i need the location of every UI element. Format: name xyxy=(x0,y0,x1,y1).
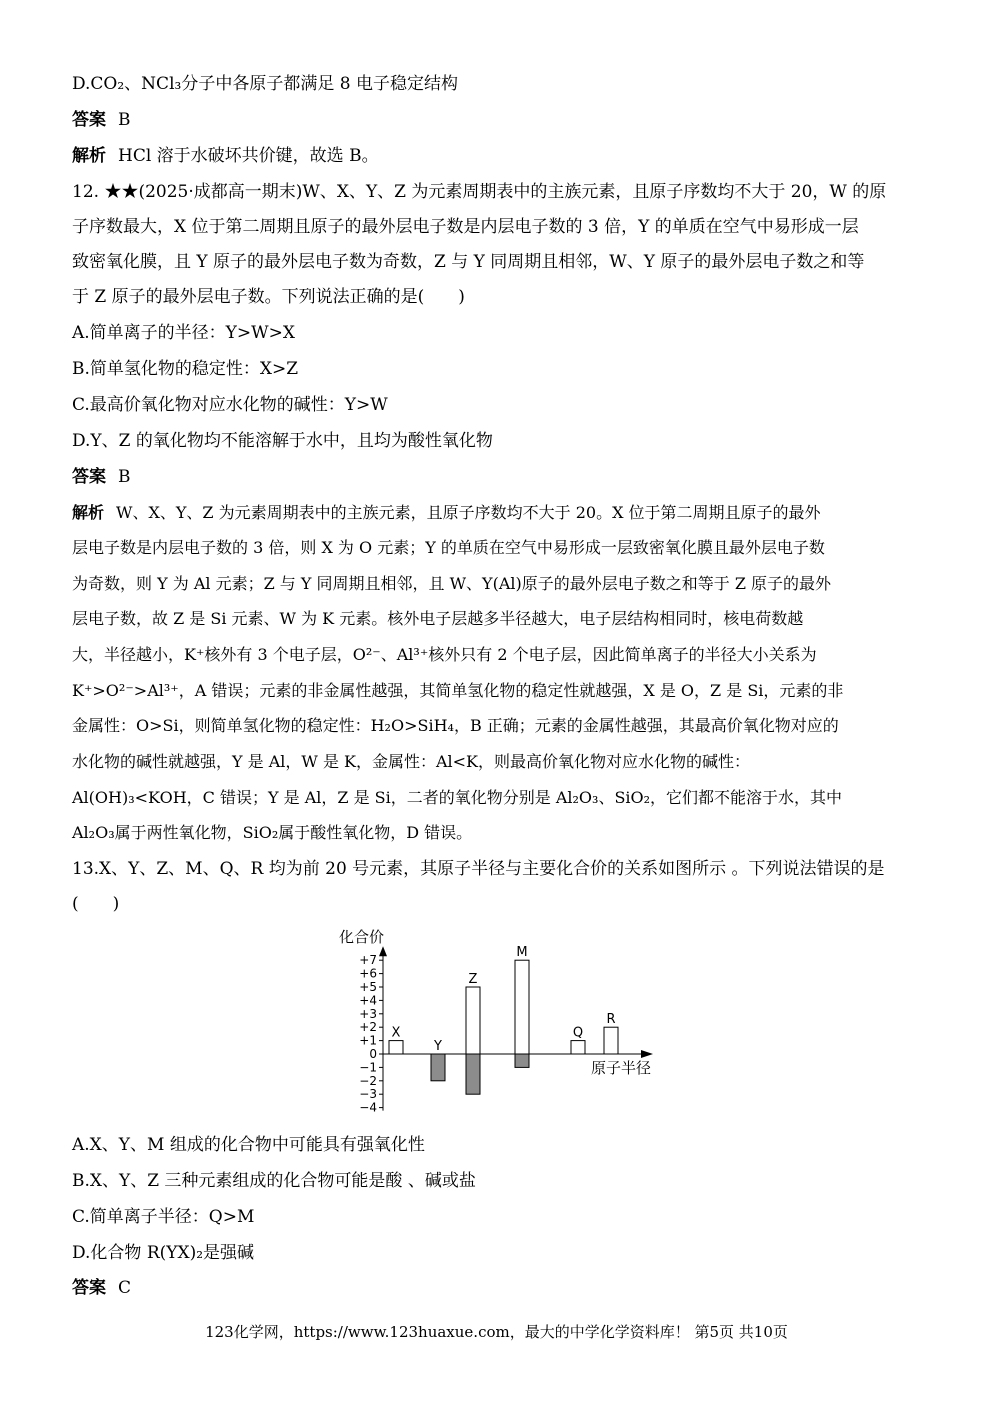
y-tick-label: +2 xyxy=(359,1020,377,1035)
analysis-label: 解析 xyxy=(72,146,106,166)
answer-label: 答案 xyxy=(72,1278,106,1298)
q13-option-d: D.化合物 R(YX)₂是强碱 xyxy=(72,1243,255,1263)
y-tick-label: +3 xyxy=(359,1006,377,1021)
q13-stem-line: 13.X、Y、Z、M、Q、R 均为前 20 号元素，其原子半径与主要化合价的关系如图所示 。下列说法错误的是 xyxy=(72,859,885,879)
q12-answer-line xyxy=(72,466,924,488)
y-tick-label: 0 xyxy=(369,1047,377,1061)
analysis-text: HCl 溶于水破坏共价键，故选 B。 xyxy=(118,146,379,166)
y-tick-label: +6 xyxy=(359,966,377,981)
bar-label-y: Y xyxy=(434,1039,442,1054)
bar-positive-m xyxy=(515,960,529,1054)
y-axis-arrow xyxy=(379,946,387,956)
bar-label-m: M xyxy=(516,945,528,961)
q13-option-b: B.X、Y、Z 三种元素组成的化合物可能是酸 、碱或盐 xyxy=(72,1171,476,1191)
q12-analysis-line: 金属性：O>Si，则简单氢化物的稳定性：H₂O>SiH₄，B 正确；元素的金属性越强，其最高价氧化物对应的 xyxy=(72,716,839,735)
q12-stem-line: 于 Z 原子的最外层电子数。下列说法正确的是( ) xyxy=(72,287,465,307)
answer-value: C xyxy=(118,1278,132,1298)
q12-stem-line: 致密氧化膜，且 Y 原子的最外层电子数为奇数，Z 与 Y 同周期且相邻，W、Y 原子的最外层电子数之和等 xyxy=(72,252,865,272)
q13-answer-line xyxy=(72,1277,924,1299)
q11-answer-line xyxy=(72,109,924,131)
q13-stem-line: ( ) xyxy=(72,894,120,914)
q12-analysis-line: K⁺>O²⁻>Al³⁺，A 错误；元素的非金属性越强，其简单氢化物的稳定性就越强，X 是 O，Z 是 Si，元素的非 xyxy=(72,681,844,700)
y-tick-label: −2 xyxy=(359,1073,377,1088)
y-tick-label: +4 xyxy=(359,993,377,1008)
x-axis-arrow xyxy=(641,1050,653,1058)
q12-option-a: A.简单离子的半径：Y>W>X xyxy=(72,323,295,343)
bar-negative-y xyxy=(431,1054,445,1081)
q13-option-c: C.简单离子半径：Q>M xyxy=(72,1207,255,1227)
answer-value: B xyxy=(118,110,131,130)
bar-positive-r xyxy=(604,1027,618,1054)
bar-positive-x xyxy=(389,1041,403,1054)
y-tick-label: +7 xyxy=(359,953,377,968)
bar-negative-z xyxy=(466,1054,480,1094)
answer-value: B xyxy=(118,467,131,487)
bar-label-r: R xyxy=(606,1012,616,1028)
answer-label: 答案 xyxy=(72,110,106,130)
y-tick-label: +1 xyxy=(359,1033,377,1048)
bar-positive-z xyxy=(466,987,480,1054)
q11-option-d: D.CO₂、NCl₃分子中各原子都满足 8 电子稳定结构 xyxy=(72,74,458,94)
q12-analysis-line: 大，半径越小，K⁺核外有 3 个电子层，O²⁻、Al³⁺核外只有 2 个电子层，因此简单离子的半径大小关系为 xyxy=(72,645,817,664)
bar-label-z: Z xyxy=(468,972,478,987)
y-tick-label: −3 xyxy=(359,1087,377,1102)
bar-positive-q xyxy=(571,1041,585,1054)
bar-label-q: Q xyxy=(572,1025,584,1041)
valence-radius-chart xyxy=(333,925,663,1120)
y-tick-label: +5 xyxy=(359,980,377,994)
q12-stem-line: 子序数最大，X 位于第二周期且原子的最外层电子数是内层电子数的 3 倍，Y 的单质在空气中易形成一层 xyxy=(72,217,859,237)
bar-label-x: X xyxy=(391,1025,401,1041)
q12-option-c: C.最高价氧化物对应水化物的碱性：Y>W xyxy=(72,395,388,415)
page-footer: 123化学网，https://www.123huaxue.com，最大的中学化学资料库！ 第5页 共10页 xyxy=(205,1323,788,1341)
q12-analysis-line: 为奇数，则 Y 为 Al 元素；Z 与 Y 同周期且相邻，且 W、Y(Al)原子的最外层电子数之和等于 Z 原子的最外 xyxy=(72,574,832,593)
y-tick-label: −4 xyxy=(359,1100,377,1115)
q12-option-d: D.Y、Z 的氧化物均不能溶解于水中，且均为酸性氧化物 xyxy=(72,431,493,451)
q12-analysis-line: 层电子数，故 Z 是 Si 元素、W 为 K 元素。核外电子层越多半径越大，电子层结构相同时，核电荷数越 xyxy=(72,609,804,628)
q12-analysis-line: 层电子数是内层电子数的 3 倍，则 X 为 O 元素；Y 的单质在空气中易形成一层致密氧化膜且最外层电子数 xyxy=(72,538,825,557)
y-axis-label: 化合价 xyxy=(339,928,385,946)
y-tick-label: −1 xyxy=(359,1060,377,1075)
bar-negative-m xyxy=(515,1054,529,1067)
analysis-text: W、X、Y、Z 为元素周期表中的主族元素，且原子序数均不大于 20。X 位于第二周期且原子的最外 xyxy=(116,503,821,522)
q11-analysis-line xyxy=(72,145,924,167)
q12-analysis-line: 水化物的碱性就越强，Y 是 Al，W 是 K，金属性：Al<K，则最高价氧化物对应水化物的碱性： xyxy=(72,752,751,771)
q12-analysis-line: Al₂O₃属于两性氧化物，SiO₂属于酸性氧化物，D 错误。 xyxy=(72,823,473,842)
q12-analysis-line: Al(OH)₃<KOH，C 错误；Y 是 Al，Z 是 Si，二者的氧化物分别是 Al₂O₃、SiO₂，它们都不能溶于水，其中 xyxy=(72,788,843,807)
answer-label: 答案 xyxy=(72,467,106,487)
q12-option-b: B.简单氢化物的稳定性：X>Z xyxy=(72,359,299,379)
analysis-label: 解析 xyxy=(72,503,105,522)
q13-option-a: A.X、Y、M 组成的化合物中可能具有强氧化性 xyxy=(72,1135,425,1155)
x-axis-label: 原子半径 xyxy=(591,1059,652,1077)
q12-analysis-line xyxy=(72,502,924,524)
q12-stem-line: 12. ★★(2025·成都高一期末)W、X、Y、Z 为元素周期表中的主族元素，且原子序数均不大于 20，W 的原 xyxy=(72,182,887,202)
